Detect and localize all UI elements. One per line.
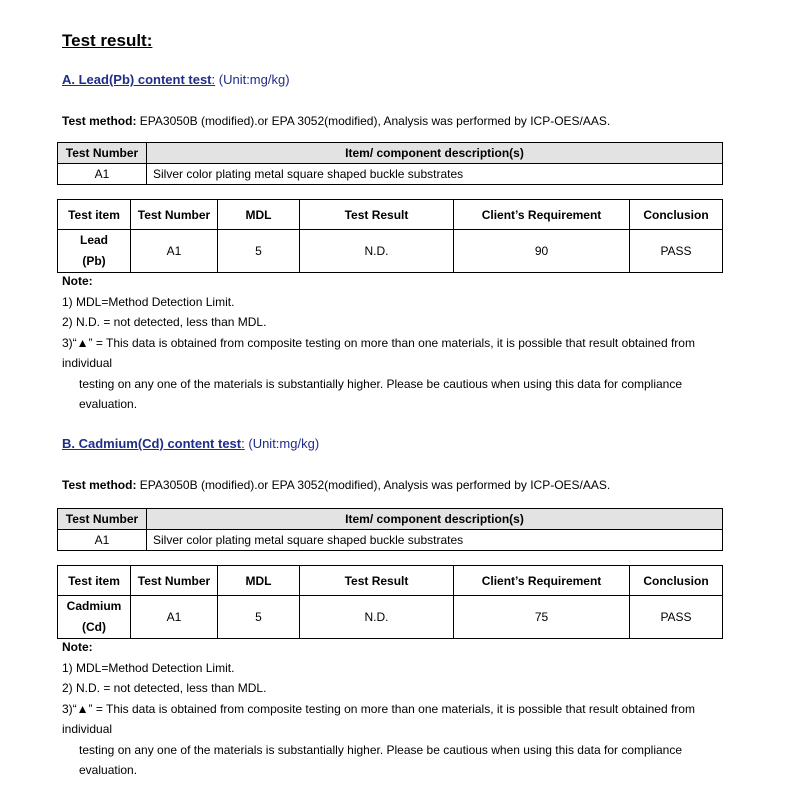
note-label: Note: xyxy=(62,640,93,654)
section-a-method xyxy=(62,114,610,128)
section-b-sample-table xyxy=(57,508,723,551)
col-conclusion: Conclusion xyxy=(630,566,723,596)
result-test-number: A1 xyxy=(131,230,218,273)
result-requirement: 90 xyxy=(454,230,630,273)
table-header-row xyxy=(58,143,723,164)
col-item-description: Item/ component description(s) xyxy=(147,509,723,530)
section-b-notes xyxy=(62,637,742,781)
note-3: 3)“▲” = This data is obtained from composite testing on more than one materials, it is possible that result obtained from individual xyxy=(62,335,695,370)
note-label: Note: xyxy=(62,274,93,288)
section-b-unit: (Unit:mg/kg) xyxy=(244,436,320,451)
sample-number: A1 xyxy=(58,164,147,185)
method-text: EPA3050B (modified).or EPA 3052(modified), Analysis was performed by ICP-OES/AAS. xyxy=(136,478,611,492)
table-header-row xyxy=(58,509,723,530)
result-conclusion: PASS xyxy=(630,230,723,273)
note-1: 1) MDL=Method Detection Limit. xyxy=(62,294,235,309)
result-requirement: 75 xyxy=(454,596,630,639)
section-b-method xyxy=(62,478,610,492)
test-item-cell xyxy=(58,596,131,639)
col-test-number: Test Number xyxy=(58,143,147,164)
section-b-colon: : xyxy=(241,436,245,451)
section-a-heading xyxy=(62,72,290,87)
section-b-result-table xyxy=(57,565,723,639)
result-value: N.D. xyxy=(300,230,454,273)
test-item-cell xyxy=(58,230,131,273)
test-item-name: Lead xyxy=(79,233,108,247)
note-3: 3)“▲” = This data is obtained from composite testing on more than one materials, it is possible that result obtained from individual xyxy=(62,701,695,736)
section-b-name: B. Cadmium(Cd) content test xyxy=(62,436,242,451)
result-value: N.D. xyxy=(300,596,454,639)
note-3-continued: testing on any one of the materials is substantially higher. Please be cautious when using this data for compliance evaluation. xyxy=(79,742,683,777)
result-test-number: A1 xyxy=(131,596,218,639)
sample-number: A1 xyxy=(58,530,147,551)
page-title: Test result: xyxy=(62,31,153,50)
col-test-item: Test item xyxy=(58,200,131,230)
col-mdl: MDL xyxy=(218,200,300,230)
col-test-number: Test Number xyxy=(131,200,218,230)
result-conclusion: PASS xyxy=(630,596,723,639)
sample-description: Silver color plating metal square shaped buckle substrates xyxy=(147,530,723,551)
table-row xyxy=(58,530,723,551)
table-header-row xyxy=(58,200,723,230)
section-a-name: A. Lead(Pb) content test xyxy=(62,72,212,87)
test-item-symbol: (Pb) xyxy=(82,254,106,268)
note-3-continued: testing on any one of the materials is substantially higher. Please be cautious when using this data for compliance evaluation. xyxy=(79,376,683,411)
result-mdl: 5 xyxy=(218,596,300,639)
col-test-result: Test Result xyxy=(300,566,454,596)
test-item-name: Cadmium xyxy=(66,599,122,613)
section-a-colon: : xyxy=(211,72,216,87)
col-item-description: Item/ component description(s) xyxy=(147,143,723,164)
col-mdl: MDL xyxy=(218,566,300,596)
section-b-heading xyxy=(62,436,319,451)
section-a-result-table xyxy=(57,199,723,273)
method-text: EPA3050B (modified).or EPA 3052(modified), Analysis was performed by ICP-OES/AAS. xyxy=(136,114,611,128)
col-test-result: Test Result xyxy=(300,200,454,230)
method-label: Test method: xyxy=(62,478,137,492)
section-a-sample-table xyxy=(57,142,723,185)
col-test-number: Test Number xyxy=(58,509,147,530)
table-row xyxy=(58,596,723,639)
test-item-symbol: (Cd) xyxy=(82,620,106,634)
col-client-requirement: Client’s Requirement xyxy=(454,200,630,230)
col-conclusion: Conclusion xyxy=(630,200,723,230)
table-header-row xyxy=(58,566,723,596)
note-2: 2) N.D. = not detected, less than MDL. xyxy=(62,315,267,329)
col-test-number: Test Number xyxy=(131,566,218,596)
col-test-item: Test item xyxy=(58,566,131,596)
note-2: 2) N.D. = not detected, less than MDL. xyxy=(62,681,267,695)
sample-description: Silver color plating metal square shaped buckle substrates xyxy=(147,164,723,185)
table-row xyxy=(58,230,723,273)
note-1: 1) MDL=Method Detection Limit. xyxy=(62,660,235,675)
col-client-requirement: Client’s Requirement xyxy=(454,566,630,596)
section-a-unit: (Unit:mg/kg) xyxy=(215,72,290,87)
section-a-notes xyxy=(62,271,742,415)
table-row xyxy=(58,164,723,185)
result-mdl: 5 xyxy=(218,230,300,273)
method-label: Test method: xyxy=(62,114,137,128)
